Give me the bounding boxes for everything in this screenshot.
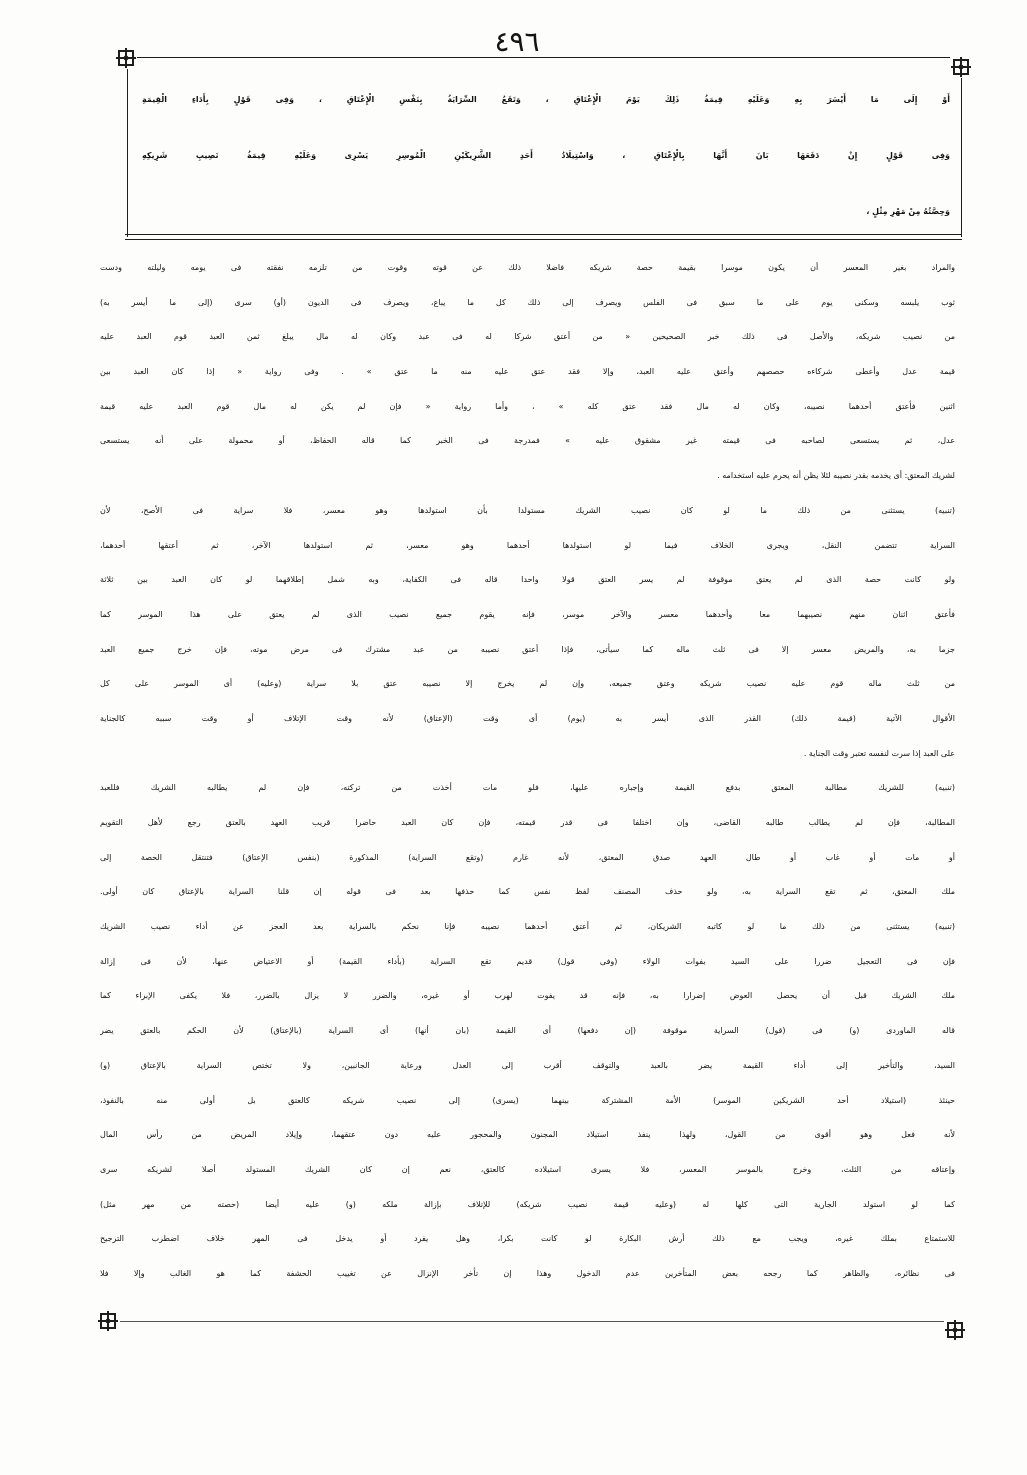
main-text-line: وَفِى قَوْلٍ إِنْ دَفَعَهَا بَانَ أَنَّهَا بِالْإِعْتَاقِ ، وَاسْتِيلَادُ أَحَدِ الشَّرِيكَيْنِ الْمُوسِرِ يَسْرِى وَعَلَيْهِ قِيمَةُ نَصِيبِ شَرِيكِهِ — [142, 151, 950, 160]
commentary-line: (تنبيه) يستثنى من ذلك ما لو كان نصيب الشريك مستولدا بأن استولدها وهو معسر، فلا سراية فى الأصح، لأن — [100, 505, 955, 515]
commentary-line: عدل، ثم يستسعى لصاحبه فى قيمته غير مشقوق عليه » فمدرجة فى الخبر كما قاله الحفاظ، أو محمولة على أنه يستسعى — [100, 436, 955, 446]
commentary-line: للاستمتاع بملك غيره، ويجب مع ذلك أرش البكارة لو كانت بكرا، وهل يفرد أو يدخل فى المهر خلاف اضطرب الترجيح — [100, 1234, 955, 1244]
commentary-line: الأقوال الآتية (قيمة ذلك) القدر الذى أيسر به (يوم) أى وقت (الإعتاق) لأنه وقت الإتلاف أو وقت سببه كالجناية — [100, 713, 955, 723]
main-text — [142, 72, 950, 240]
frame-bottom-rule — [120, 1321, 944, 1322]
commentary-line: ملك المعتق، ثم تقع السراية به، ولو حذف المصنف لفظ نفس كما حذفها بعد فى قوله إن قلنا السراية بالإعتاق كان أولى. — [100, 887, 955, 897]
commentary-line: قيمة عدل وأعطى شركاءه حصصهم وأعتق عليه العبد، وإلا فقد عتق عليه منه ما عتق » . وفى رواية « إذا كان العبد بين — [100, 367, 955, 377]
commentary-line: (تنبيه) للشريك مطالبة المعتق بدفع القيمة وإجباره عليها، فلو مات أخذت من تركته، فإن لم يطالبه الشريك فللعبد — [100, 783, 955, 793]
commentary-line: من ثلث ماله قوم عليه نصيب شريكه وعتق جميعه، وإن لم يخرج إلا نصيبه عتق بلا سراية (وعليه) أى الموسر على كل — [100, 679, 955, 689]
commentary-line: والمراد بغير المعسر أن يكون موسرا بقيمة حصة شريكه فاضلا ذلك عن قوته وقوت من تلزمه نفقته فى يومه وليلته ودست — [100, 263, 955, 272]
frame-top-rule — [137, 57, 950, 58]
commentary-line: لأنه فعل وهو أقوى من القول، ولهذا ينفذ استيلاد المجنون والمحجور عليه دون عتقهما، وإيلاد المريض من رأس المال — [100, 1130, 955, 1140]
ornament-icon — [115, 47, 137, 69]
commentary-line: على العبد إذا سرت لنفسه تعتبر وقت الجناية . — [803, 748, 955, 758]
commentary-line: أو مات أو غاب أو طال العهد صدق المعتق، لأنه غارم (وتقع السراية) المذكورة (بنفس الإعتاق) فتنتقل الحصة إلى — [100, 852, 955, 862]
commentary-line: فى نظائره، والظاهر كما رجحه بعض المتأخرين عدم الدخول وهذا إن تأخر الإنزال عن تغييب الحشفة كما هو الغالب وإلا فلا — [100, 1268, 955, 1278]
commentary-line: ولو كانت حصة الذى لم يعتق موقوفة لم يسر العتق قولا واحدا قاله فى الكفاية، وبه شمل إطلاقهما لو كان العبد بين ثلاثة — [100, 575, 955, 585]
commentary-line: ثوب يلبسه وسكنى يوم على ما سبق فى الفلس ويصرف إلى ذلك كل ما يباع، ويصرف فى الديون (أو) سرى (إلى ما أيسر به) — [100, 297, 955, 307]
commentary-line: ملك الشريك قبل أن يحصل العوض إضرارا به، فإنه قد يفوت لهرب أو غيره، والضرر لا يزال بالضرر، فلا يكفى الإبراء كما — [100, 991, 955, 1001]
main-text-line: أَوْ إِلَى مَا أَيْسَرَ بِهِ وَعَلَيْهِ قِيمَةُ ذَلِكَ يَوْمَ الْإِعْتَاقِ ، وَتَقَعُ السِّرَايَةُ بِنَفْسِ الْإِعْتَاقِ ، وَفِى قَوْلٍ بِأَدَاءِ الْقِيمَةِ — [142, 95, 950, 104]
commentary-line: السراية تتضمن النقل، ويجرى الخلاف فيما لو استولدها أحدهما وهو معسر، ثم استولدها الآخر، ثم أعتقها أحدهما، — [100, 540, 955, 550]
commentary — [100, 251, 955, 1292]
commentary-line: (تنبيه) يستثنى من ذلك ما لو كاتبه الشريكان، ثم أعتق أحدهما نصيبه فإنا نحكم بالسراية بعد العجز عن أداء نصيب الشريك — [100, 922, 955, 932]
commentary-line: قاله الماوردى (و) فى (قول) السراية موقوفة (إن دفعها) أى القيمة (بان أنها) أى السراية (بالإعتاق) لأن الحكم بالعتق يضر — [100, 1026, 955, 1036]
ornament-icon — [944, 1319, 966, 1341]
commentary-line: السيد، والتأخير إلى أداء القيمة يضر بالعبد والتوقف أقرب إلى العدل ورعاية الجانبين، ولا تختص السراية بالإعتاق (و) — [100, 1060, 955, 1070]
frame-right-rule — [961, 78, 962, 237]
commentary-line: كما لو استولد الجارية التى كلها له (وعليه قيمة نصيب شريكه) للإتلاف بإزالة ملكه (و) عليه أيضا (حصته من مهر مثل) — [100, 1199, 955, 1209]
commentary-line: فأعتق اثنان منهم نصيبهما معا وأحدهما معسر والآخر موسر، فإنه يقوم جميع نصيب الذى لم يعتق على هذا الموسر كما — [100, 609, 955, 619]
ornament-icon — [97, 1310, 119, 1332]
main-text-line: وَحِصَّتُهُ مِنْ مَهْرِ مِثْلٍ ، — [866, 207, 950, 216]
commentary-line: حينئذ (استيلاد أحد الشريكين الموسر) الأمة المشتركة بينهما (يسرى) إلى نصيب شريكه كالعتق بل أولى منه بالنفوذ، — [100, 1095, 955, 1105]
commentary-line: وإعتاقه من الثلث، وخرج بالموسر المعسر، فلا يسرى استيلاده كالعتق، نعم إن كان الشريك المستولد أصلا لشريكه سرى — [100, 1164, 955, 1174]
commentary-line: اثنين فأعتق أحدهما نصيبه، وكان له مال فقد عتق كله » ، وأما رواية « فإن لم يكن له مال قوم العبد عليه قيمة — [100, 401, 955, 411]
commentary-line: جزما به، والمريض معسر إلا فى ثلث ماله كما سيأتى، فإذا أعتق نصيبه من عبد مشترك فى مرض موته، فإن خرج جميع العبد — [100, 644, 955, 654]
commentary-line: من نصيب شريكه، والأصل فى ذلك خبر الصحيحين « من أعتق شركا له فى عبد وكان له مال يبلغ ثمن العبد قوم العبد عليه — [100, 332, 955, 342]
commentary-line: لشريك المعتق: أى يخدمه بقدر نصيبه لئلا يظن أنه يحرم عليه استخدامه . — [717, 471, 955, 481]
ornament-icon — [950, 56, 972, 78]
commentary-line: فإن فى التعجيل ضررا على السيد بفوات الولاء (وفى قول) قديم تقع السراية (بأداء القيمة) أو الاعتياض عنها، لأن فى إزالة — [100, 956, 955, 966]
page-number: ٤٩٦ — [494, 25, 540, 58]
frame-left-rule — [127, 69, 128, 237]
commentary-line: المطالبة، فإن لم يطالب طالبه القاضى، وإن اختلفا فى قدر قيمته، فإن كان العبد حاضرا قريب العهد بالعتق رجع لأهل التقويم — [100, 818, 955, 827]
